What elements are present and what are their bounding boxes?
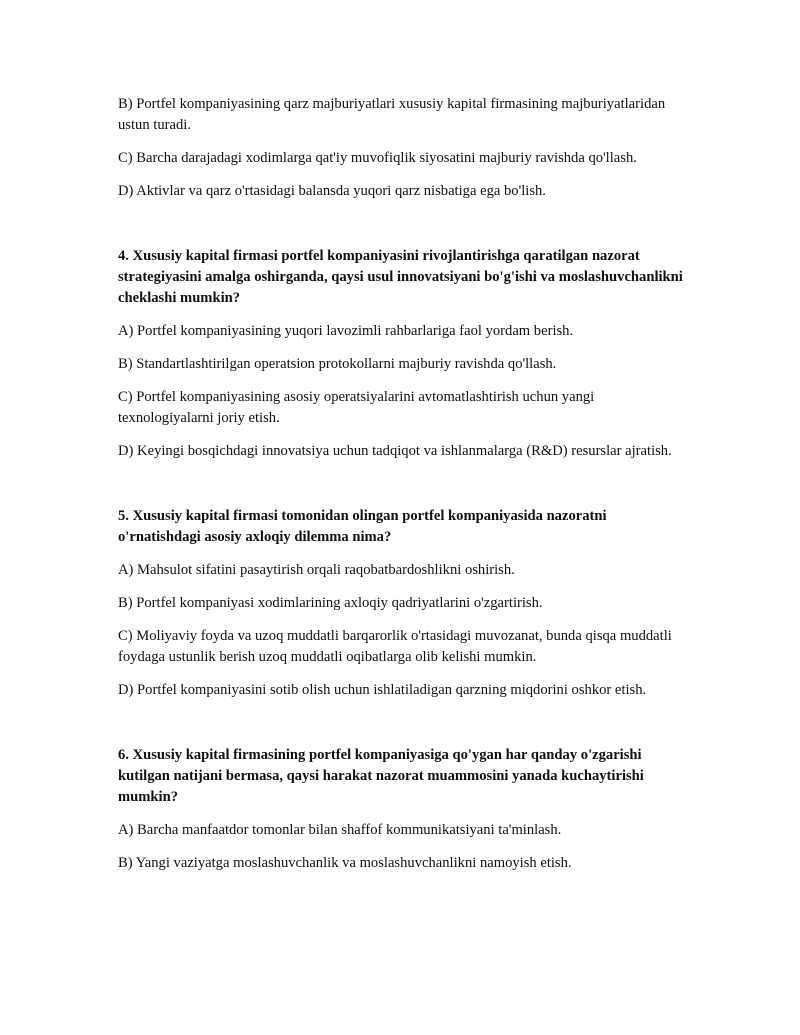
- question-6: [118, 745, 688, 874]
- option-d: D) Portfel kompaniyasini sotib olish uchun ishlatiladigan qarzning miqdorini oshkor etish.: [118, 682, 647, 698]
- option-d: D) Keyingi bosqichdagi innovatsiya uchun tadqiqot va ishlanmalarga (R&D) resurslar ajratish.: [118, 443, 672, 459]
- question-text: 6. Xususiy kapital firmasining portfel kompaniyasiga qo'ygan har qanday o'zgarishi kutilgan natijani bermasa, qaysi harakat nazorat muammosini yanada kuchaytirishi mumkin?: [118, 747, 644, 805]
- option-c: C) Portfel kompaniyasining asosiy operatsiyalarini avtomatlashtirish uchun yangi texnologiyalarni joriy etish.: [118, 389, 595, 426]
- option-a: A) Portfel kompaniyasining yuqori lavozimli rahbarlariga faol yordam berish.: [118, 323, 574, 339]
- option-b: B) Portfel kompaniyasining qarz majburiyatlari xususiy kapital firmasining majburiyatlaridan ustun turadi.: [118, 96, 666, 133]
- option-a: A) Barcha manfaatdor tomonlar bilan shaffof kommunikatsiyani ta'minlash.: [118, 822, 562, 838]
- option-d: D) Aktivlar va qarz o'rtasidagi balansda yuqori qarz nisbatiga ega bo'lish.: [118, 183, 546, 199]
- option-c: C) Moliyaviy foyda va uzoq muddatli barqarorlik o'rtasidagi muvozanat, bunda qisqa muddatli foydaga ustunlik berish uzoq muddatli oqibatlarga olib kelishi mumkin.: [118, 628, 672, 665]
- option-b: B) Portfel kompaniyasi xodimlarining axloqiy qadriyatlarini o'zgartirish.: [118, 595, 543, 611]
- question-4: [118, 246, 688, 462]
- option-b: B) Yangi vaziyatga moslashuvchanlik va moslashuvchanlikni namoyish etish.: [118, 855, 572, 871]
- question-text: 4. Xususiy kapital firmasi portfel kompaniyasini rivojlantirishga qaratilgan nazorat strategiyasini amalga oshirganda, qaysi usul innovatsiyani bo'g'ishi va moslashuvchanlikni cheklashi mumkin?: [118, 248, 683, 306]
- continued-options: [118, 94, 688, 202]
- question-text: 5. Xususiy kapital firmasi tomonidan olingan portfel kompaniyasida nazoratni o'rnatishdagi asosiy axloqiy dilemma nima?: [118, 508, 607, 545]
- question-5: [118, 506, 688, 701]
- option-b: B) Standartlashtirilgan operatsion protokollarni majburiy ravishda qo'llash.: [118, 356, 557, 372]
- option-c: C) Barcha darajadagi xodimlarga qat'iy muvofiqlik siyosatini majburiy ravishda qo'llash.: [118, 150, 637, 166]
- document-page: [118, 94, 688, 886]
- option-a: A) Mahsulot sifatini pasaytirish orqali raqobatbardoshlikni oshirish.: [118, 562, 515, 578]
